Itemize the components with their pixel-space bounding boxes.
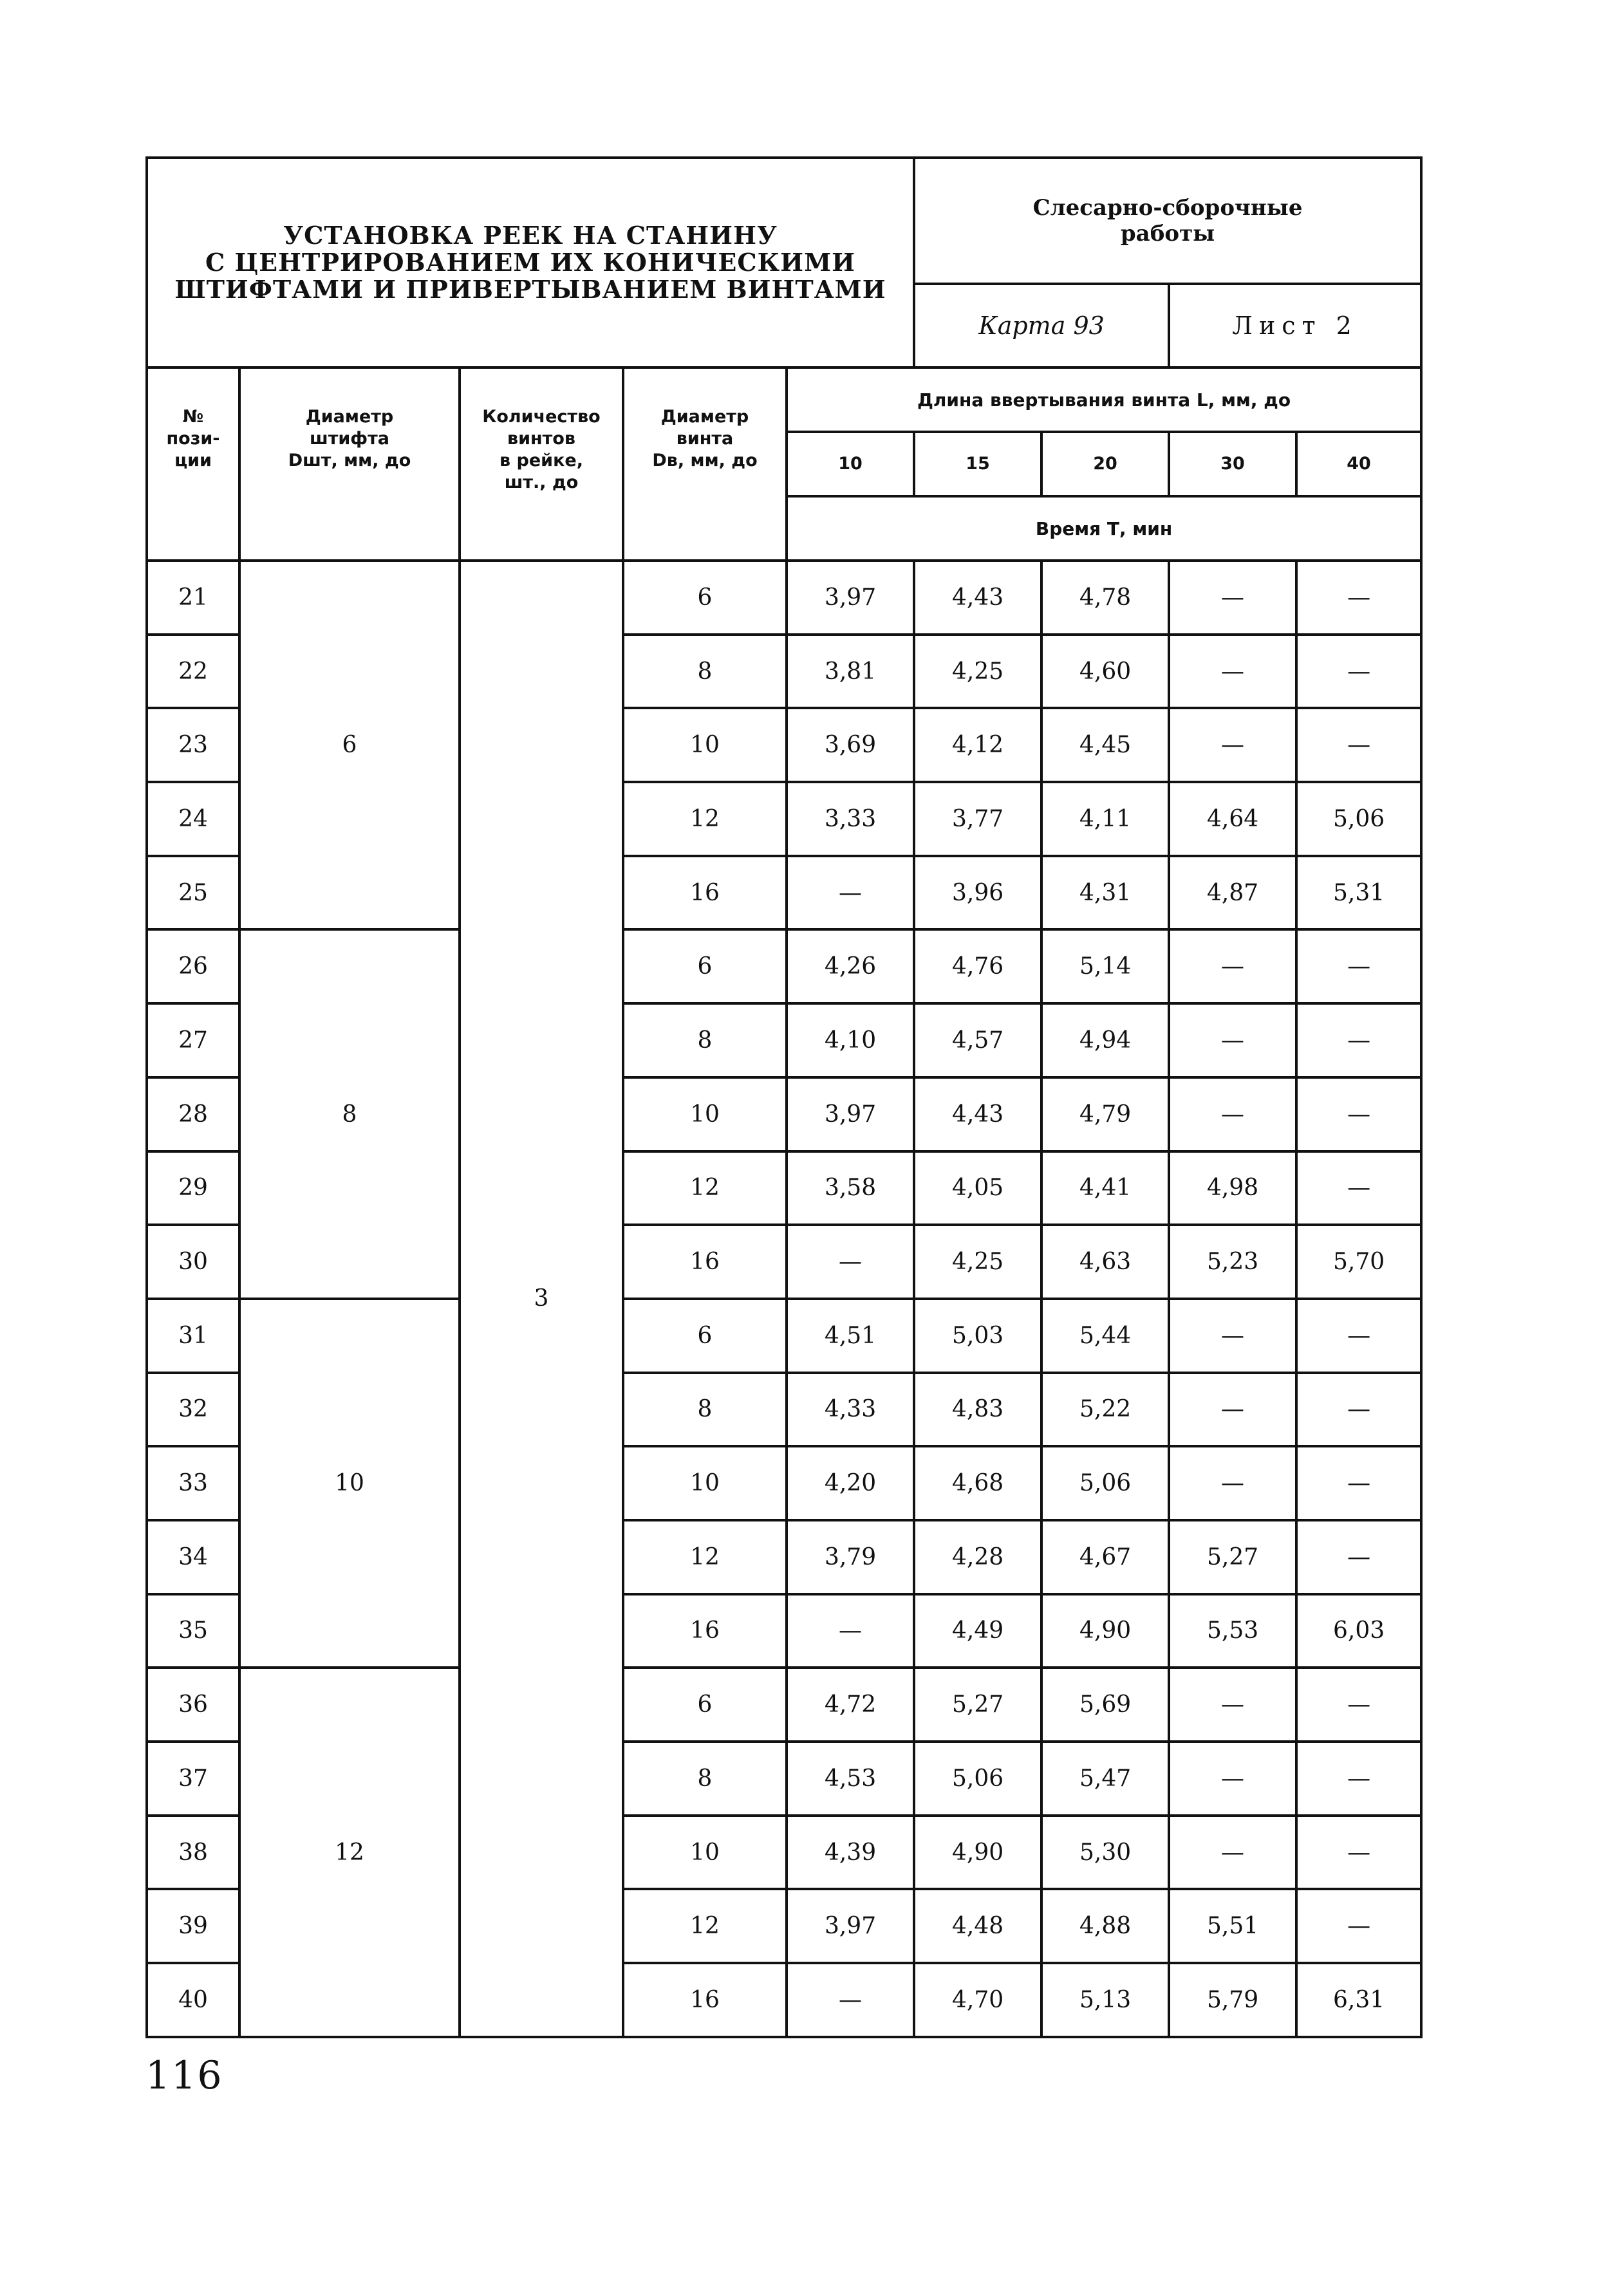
screw-diameter-cell: 10 bbox=[623, 1077, 787, 1151]
col-head-length-15: 15 bbox=[914, 432, 1041, 496]
time-value-cell: — bbox=[1296, 1151, 1421, 1225]
position-cell: 24 bbox=[147, 782, 239, 856]
time-value-cell: — bbox=[1296, 1299, 1421, 1373]
time-value-cell: 4,25 bbox=[914, 1225, 1041, 1299]
screw-diameter-cell: 8 bbox=[623, 635, 787, 709]
time-value-cell: — bbox=[1296, 1373, 1421, 1447]
time-value-cell: — bbox=[1169, 1299, 1296, 1373]
time-value-cell: 4,39 bbox=[787, 1816, 914, 1890]
time-value-cell: 5,47 bbox=[1041, 1742, 1169, 1816]
screw-diameter-cell: 6 bbox=[623, 929, 787, 1003]
screw-diameter-cell: 10 bbox=[623, 708, 787, 782]
time-value-cell: 3,77 bbox=[914, 782, 1041, 856]
time-value-cell: — bbox=[1169, 1003, 1296, 1077]
time-value-cell: 5,69 bbox=[1041, 1668, 1169, 1742]
time-value-cell: 4,53 bbox=[787, 1742, 914, 1816]
table-row bbox=[147, 1668, 1421, 1742]
card-title-cell bbox=[147, 158, 914, 367]
time-value-cell: 5,23 bbox=[1169, 1225, 1296, 1299]
col-head-length-40: 40 bbox=[1296, 432, 1421, 496]
col-head-line: Количество bbox=[482, 407, 601, 427]
time-value-cell: 4,60 bbox=[1041, 635, 1169, 709]
time-value-cell: 5,51 bbox=[1169, 1889, 1296, 1963]
time-value-cell: 4,98 bbox=[1169, 1151, 1296, 1225]
pin-diameter-cell: 8 bbox=[239, 929, 460, 1298]
col-head-length-10: 10 bbox=[787, 432, 914, 496]
time-value-cell: 5,53 bbox=[1169, 1594, 1296, 1668]
card-title-line: УСТАНОВКА РЕЕК НА СТАНИНУ bbox=[283, 221, 778, 250]
time-value-cell: 5,70 bbox=[1296, 1225, 1421, 1299]
time-value-cell: 4,31 bbox=[1041, 856, 1169, 930]
page-number: 116 bbox=[145, 2053, 223, 2098]
time-value-cell: 4,41 bbox=[1041, 1151, 1169, 1225]
position-cell: 21 bbox=[147, 561, 239, 635]
col-head-line: Dв, мм, до bbox=[652, 451, 758, 470]
position-cell: 27 bbox=[147, 1003, 239, 1077]
col-head-line: штифта bbox=[310, 429, 389, 449]
col-head-screw-diameter bbox=[623, 367, 787, 561]
screw-diameter-cell: 16 bbox=[623, 856, 787, 930]
time-value-cell: 4,76 bbox=[914, 929, 1041, 1003]
time-value-cell: — bbox=[787, 1963, 914, 2037]
time-value-cell: 4,88 bbox=[1041, 1889, 1169, 1963]
position-cell: 36 bbox=[147, 1668, 239, 1742]
screw-diameter-cell: 16 bbox=[623, 1594, 787, 1668]
time-value-cell: 6,31 bbox=[1296, 1963, 1421, 2037]
col-head-line: пози- bbox=[166, 429, 220, 449]
pin-diameter-cell: 6 bbox=[239, 561, 460, 929]
time-value-cell: 4,05 bbox=[914, 1151, 1041, 1225]
time-value-cell: 4,33 bbox=[787, 1373, 914, 1447]
position-cell: 29 bbox=[147, 1151, 239, 1225]
time-value-cell: — bbox=[787, 856, 914, 930]
time-value-cell: 5,14 bbox=[1041, 929, 1169, 1003]
time-value-cell: — bbox=[1296, 929, 1421, 1003]
screw-diameter-cell: 8 bbox=[623, 1742, 787, 1816]
time-value-cell: 4,28 bbox=[914, 1520, 1041, 1594]
screw-diameter-cell: 12 bbox=[623, 1520, 787, 1594]
work-type-cell bbox=[914, 158, 1421, 284]
time-value-cell: — bbox=[787, 1594, 914, 1668]
time-value-cell: 4,94 bbox=[1041, 1003, 1169, 1077]
position-cell: 35 bbox=[147, 1594, 239, 1668]
time-value-cell: 3,33 bbox=[787, 782, 914, 856]
time-value-cell: — bbox=[1296, 708, 1421, 782]
time-value-cell: — bbox=[1296, 1816, 1421, 1890]
process-card-table bbox=[145, 156, 1423, 2038]
time-value-cell: 4,11 bbox=[1041, 782, 1169, 856]
time-value-cell: — bbox=[1169, 1446, 1296, 1520]
screw-diameter-cell: 10 bbox=[623, 1816, 787, 1890]
work-type bbox=[915, 195, 1420, 247]
time-value-cell: 3,58 bbox=[787, 1151, 914, 1225]
col-head-length-30: 30 bbox=[1169, 432, 1296, 496]
time-value-cell: 5,79 bbox=[1169, 1963, 1296, 2037]
work-type-line: работы bbox=[1120, 221, 1215, 247]
col-head-screw-count bbox=[460, 367, 623, 561]
time-value-cell: 4,70 bbox=[914, 1963, 1041, 2037]
time-value-cell: 3,97 bbox=[787, 561, 914, 635]
time-value-cell: 4,67 bbox=[1041, 1520, 1169, 1594]
time-value-cell: 5,31 bbox=[1296, 856, 1421, 930]
position-cell: 25 bbox=[147, 856, 239, 930]
pin-diameter-cell: 12 bbox=[239, 1668, 460, 2036]
time-value-cell: 4,20 bbox=[787, 1446, 914, 1520]
card-number: Карта 93 bbox=[914, 284, 1169, 367]
time-value-cell: 4,49 bbox=[914, 1594, 1041, 1668]
time-value-cell: 5,06 bbox=[1296, 782, 1421, 856]
col-head-length-20: 20 bbox=[1041, 432, 1169, 496]
time-value-cell: — bbox=[1169, 1816, 1296, 1890]
col-head-line: шт., до bbox=[504, 472, 579, 492]
col-head-line: винтов bbox=[507, 429, 575, 449]
time-value-cell: 5,27 bbox=[914, 1668, 1041, 1742]
work-type-line: Слесарно-сборочные bbox=[1032, 195, 1303, 221]
time-value-cell: 4,48 bbox=[914, 1889, 1041, 1963]
time-value-cell: — bbox=[1296, 1742, 1421, 1816]
col-head-line: Диаметр bbox=[660, 407, 749, 427]
time-value-cell: 5,27 bbox=[1169, 1520, 1296, 1594]
position-cell: 33 bbox=[147, 1446, 239, 1520]
time-value-cell: 4,90 bbox=[1041, 1594, 1169, 1668]
time-value-cell: — bbox=[1296, 1520, 1421, 1594]
sheet-number: Лист 2 bbox=[1169, 284, 1421, 367]
time-value-cell: — bbox=[1296, 1446, 1421, 1520]
position-cell: 30 bbox=[147, 1225, 239, 1299]
table-row bbox=[147, 929, 1421, 1003]
pin-diameter-cell: 10 bbox=[239, 1299, 460, 1668]
time-value-cell: 3,96 bbox=[914, 856, 1041, 930]
screw-diameter-cell: 8 bbox=[623, 1373, 787, 1447]
process-card bbox=[145, 156, 1420, 2038]
time-value-cell: 5,22 bbox=[1041, 1373, 1169, 1447]
time-value-cell: 4,90 bbox=[914, 1816, 1041, 1890]
time-value-cell: 5,06 bbox=[1041, 1446, 1169, 1520]
col-head-time: Время Т, мин bbox=[787, 496, 1421, 561]
screw-diameter-cell: 6 bbox=[623, 1668, 787, 1742]
time-value-cell: 4,68 bbox=[914, 1446, 1041, 1520]
time-value-cell: 3,97 bbox=[787, 1889, 914, 1963]
screw-diameter-cell: 6 bbox=[623, 561, 787, 635]
time-value-cell: 4,43 bbox=[914, 561, 1041, 635]
time-value-cell: 4,25 bbox=[914, 635, 1041, 709]
time-value-cell: — bbox=[1169, 1742, 1296, 1816]
time-value-cell: — bbox=[1296, 561, 1421, 635]
time-value-cell: — bbox=[1296, 635, 1421, 709]
time-value-cell: 4,87 bbox=[1169, 856, 1296, 930]
time-value-cell: 4,64 bbox=[1169, 782, 1296, 856]
col-head-length-group: Длина ввертывания винта L, мм, до bbox=[787, 367, 1421, 432]
time-value-cell: — bbox=[1296, 1889, 1421, 1963]
time-value-cell: 6,03 bbox=[1296, 1594, 1421, 1668]
col-head-line: Диаметр bbox=[305, 407, 394, 427]
screw-diameter-cell: 12 bbox=[623, 1889, 787, 1963]
time-value-cell: 4,51 bbox=[787, 1299, 914, 1373]
position-cell: 38 bbox=[147, 1816, 239, 1890]
card-title-line: ШТИФТАМИ И ПРИВЕРТЫВАНИЕМ ВИНТАМИ bbox=[174, 275, 886, 304]
time-value-cell: 4,78 bbox=[1041, 561, 1169, 635]
time-value-cell: 4,12 bbox=[914, 708, 1041, 782]
col-head-line: ции bbox=[174, 451, 212, 470]
time-value-cell: 4,57 bbox=[914, 1003, 1041, 1077]
time-value-cell: — bbox=[1169, 635, 1296, 709]
screw-diameter-cell: 12 bbox=[623, 782, 787, 856]
time-value-cell: — bbox=[1169, 561, 1296, 635]
col-head-pin-diameter bbox=[239, 367, 460, 561]
time-value-cell: 4,83 bbox=[914, 1373, 1041, 1447]
time-value-cell: 5,44 bbox=[1041, 1299, 1169, 1373]
screw-diameter-cell: 16 bbox=[623, 1963, 787, 2037]
position-cell: 22 bbox=[147, 635, 239, 709]
screw-diameter-cell: 6 bbox=[623, 1299, 787, 1373]
time-value-cell: 3,81 bbox=[787, 635, 914, 709]
table-row bbox=[147, 1299, 1421, 1373]
position-cell: 26 bbox=[147, 929, 239, 1003]
position-cell: 34 bbox=[147, 1520, 239, 1594]
time-value-cell: — bbox=[1169, 1668, 1296, 1742]
time-value-cell: 4,79 bbox=[1041, 1077, 1169, 1151]
time-value-cell: — bbox=[1169, 929, 1296, 1003]
time-value-cell: 5,30 bbox=[1041, 1816, 1169, 1890]
screw-diameter-cell: 8 bbox=[623, 1003, 787, 1077]
time-value-cell: — bbox=[1296, 1003, 1421, 1077]
card-title-line: С ЦЕНТРИРОВАНИЕМ ИХ КОНИЧЕСКИМИ bbox=[205, 248, 856, 277]
time-value-cell: — bbox=[1169, 1077, 1296, 1151]
time-value-cell: 3,79 bbox=[787, 1520, 914, 1594]
time-value-cell: — bbox=[1296, 1077, 1421, 1151]
position-cell: 23 bbox=[147, 708, 239, 782]
time-value-cell: — bbox=[1169, 708, 1296, 782]
col-head-line: Dшт, мм, до bbox=[288, 451, 411, 470]
screw-diameter-cell: 10 bbox=[623, 1446, 787, 1520]
table-row bbox=[147, 561, 1421, 635]
col-head-line: № bbox=[182, 407, 204, 427]
col-head-position bbox=[147, 367, 239, 561]
time-value-cell: — bbox=[1169, 1373, 1296, 1447]
time-value-cell: — bbox=[1296, 1668, 1421, 1742]
time-value-cell: 4,43 bbox=[914, 1077, 1041, 1151]
position-cell: 31 bbox=[147, 1299, 239, 1373]
time-value-cell: 4,45 bbox=[1041, 708, 1169, 782]
time-value-cell: 4,26 bbox=[787, 929, 914, 1003]
time-value-cell: 4,63 bbox=[1041, 1225, 1169, 1299]
time-value-cell: 4,72 bbox=[787, 1668, 914, 1742]
position-cell: 28 bbox=[147, 1077, 239, 1151]
position-cell: 40 bbox=[147, 1963, 239, 2037]
time-value-cell: 5,13 bbox=[1041, 1963, 1169, 2037]
position-cell: 32 bbox=[147, 1373, 239, 1447]
time-value-cell: 5,06 bbox=[914, 1742, 1041, 1816]
time-value-cell: 3,97 bbox=[787, 1077, 914, 1151]
position-cell: 37 bbox=[147, 1742, 239, 1816]
screw-diameter-cell: 16 bbox=[623, 1225, 787, 1299]
time-value-cell: 5,03 bbox=[914, 1299, 1041, 1373]
time-value-cell: — bbox=[787, 1225, 914, 1299]
card-title bbox=[148, 222, 913, 303]
screw-diameter-cell: 12 bbox=[623, 1151, 787, 1225]
position-cell: 39 bbox=[147, 1889, 239, 1963]
time-value-cell: 4,10 bbox=[787, 1003, 914, 1077]
time-value-cell: 3,69 bbox=[787, 708, 914, 782]
screw-count-cell: 3 bbox=[460, 561, 623, 2037]
col-head-line: в рейке, bbox=[499, 451, 583, 470]
col-head-line: винта bbox=[676, 429, 734, 449]
